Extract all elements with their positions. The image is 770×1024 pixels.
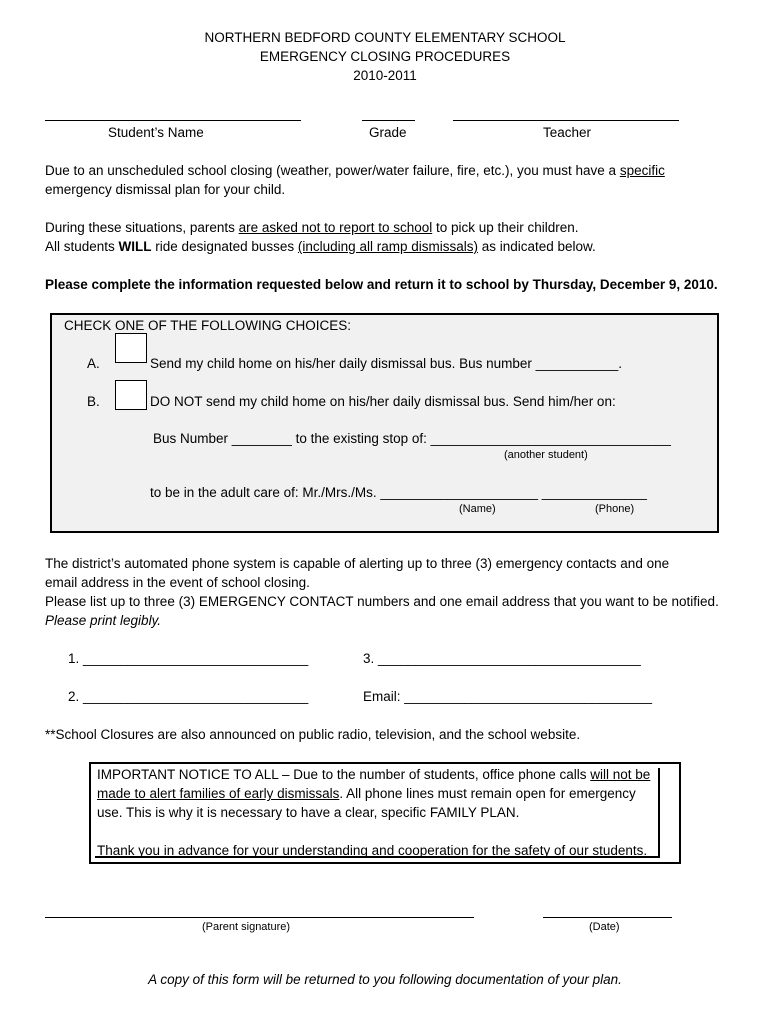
grade-line[interactable]	[362, 120, 415, 121]
email-field[interactable]: Email: _________________________________	[363, 689, 653, 704]
notice-line3: use. This is why it is necessary to have a clear, specific FAMILY PLAN.	[97, 805, 520, 820]
busses-text-mid: ride designated busses	[151, 239, 298, 254]
choice-b-text: DO NOT send my child home on his/her daily dismissal bus. Send him/her on:	[150, 394, 616, 409]
parent-signature-line[interactable]	[45, 917, 474, 918]
teacher-label: Teacher	[543, 125, 592, 140]
contacts-intro-line2: email address in the event of school closing.	[45, 575, 310, 590]
notice-line2	[97, 786, 636, 801]
parents-emphasis: are asked not to report to school	[238, 220, 433, 235]
busses-emphasis: (including all ramp dismissals)	[297, 239, 478, 254]
busses-text-end: as indicated below.	[477, 239, 596, 254]
student-name-label: Student’s Name	[108, 125, 204, 140]
choices-box	[50, 313, 719, 533]
contact-2-field[interactable]: 2. ______________________________	[68, 689, 309, 704]
choices-heading: CHECK ONE OF THE FOLLOWING CHOICES:	[64, 318, 352, 333]
teacher-line[interactable]	[453, 120, 679, 121]
notice-emphasis-2: made to alert families of early dismissals	[97, 786, 340, 801]
busses-bold: WILL	[118, 239, 152, 254]
notice-text-2: . All phone lines must remain open for emergency	[339, 786, 636, 801]
contact-1-field[interactable]: 1. ______________________________	[68, 651, 309, 666]
contacts-intro-line1: The district’s automated phone system is capable of alerting up to three (3) emergency contacts and one	[45, 556, 670, 571]
busses-text: All students	[45, 239, 119, 254]
choice-a-letter: A.	[87, 356, 100, 371]
intro-paragraph-line2: emergency dismissal plan for your child.	[45, 182, 286, 197]
adult-care-field[interactable]: to be in the adult care of: Mr./Mrs./Ms. _____________________ ______________	[150, 485, 647, 500]
grade-label: Grade	[369, 125, 407, 140]
school-name: NORTHERN BEDFORD COUNTY ELEMENTARY SCHOOL	[204, 30, 566, 45]
busses-notice	[45, 239, 596, 254]
choice-a-text: Send my child home on his/her daily dismissal bus. Bus number ___________.	[150, 356, 623, 371]
notice-thanks: Thank you in advance for your understanding and cooperation for the safety of our students.	[97, 843, 648, 858]
intro-text: Due to an unscheduled school closing (weather, power/water failure, fire, etc.), you must have a	[45, 163, 620, 178]
parents-notice	[45, 220, 579, 235]
form-title: EMERGENCY CLOSING PROCEDURES	[259, 49, 511, 64]
school-year: 2010-2011	[353, 68, 417, 83]
another-student-caption: (another student)	[504, 449, 588, 461]
date-line[interactable]	[543, 917, 672, 918]
notice-line1	[97, 767, 650, 782]
contact-3-field[interactable]: 3. ___________________________________	[363, 651, 641, 666]
notice-emphasis: will not be	[590, 767, 651, 782]
choice-b-checkbox[interactable]	[115, 380, 147, 410]
closures-note: **School Closures are also announced on public radio, television, and the school website.	[45, 727, 581, 742]
notice-text: IMPORTANT NOTICE TO ALL – Due to the number of students, office phone calls	[97, 767, 591, 782]
intro-emphasis: specific	[619, 163, 665, 178]
return-instruction: Please complete the information requested below and return it to school by Thursday, December 9, 2010.	[45, 277, 718, 292]
contacts-request-line1: Please list up to three (3) EMERGENCY CONTACT numbers and one email address that you want to be notified.	[45, 594, 719, 609]
intro-paragraph-line1	[45, 163, 665, 178]
student-name-line[interactable]	[45, 120, 301, 121]
date-caption: (Date)	[589, 921, 620, 933]
parent-signature-caption: (Parent signature)	[202, 921, 291, 933]
print-legibly-note: Please print legibly.	[45, 613, 162, 628]
footer-note: A copy of this form will be returned to you following documentation of your plan.	[148, 972, 622, 987]
choice-a-checkbox[interactable]	[115, 333, 147, 363]
parents-text: During these situations, parents	[45, 220, 239, 235]
choice-b-letter: B.	[87, 394, 100, 409]
name-caption: (Name)	[459, 503, 496, 515]
parents-text-end: to pick up their children.	[432, 220, 579, 235]
bus-number-field[interactable]: Bus Number ________ to the existing stop of: ________________________________	[153, 431, 671, 446]
phone-caption: (Phone)	[595, 503, 635, 515]
